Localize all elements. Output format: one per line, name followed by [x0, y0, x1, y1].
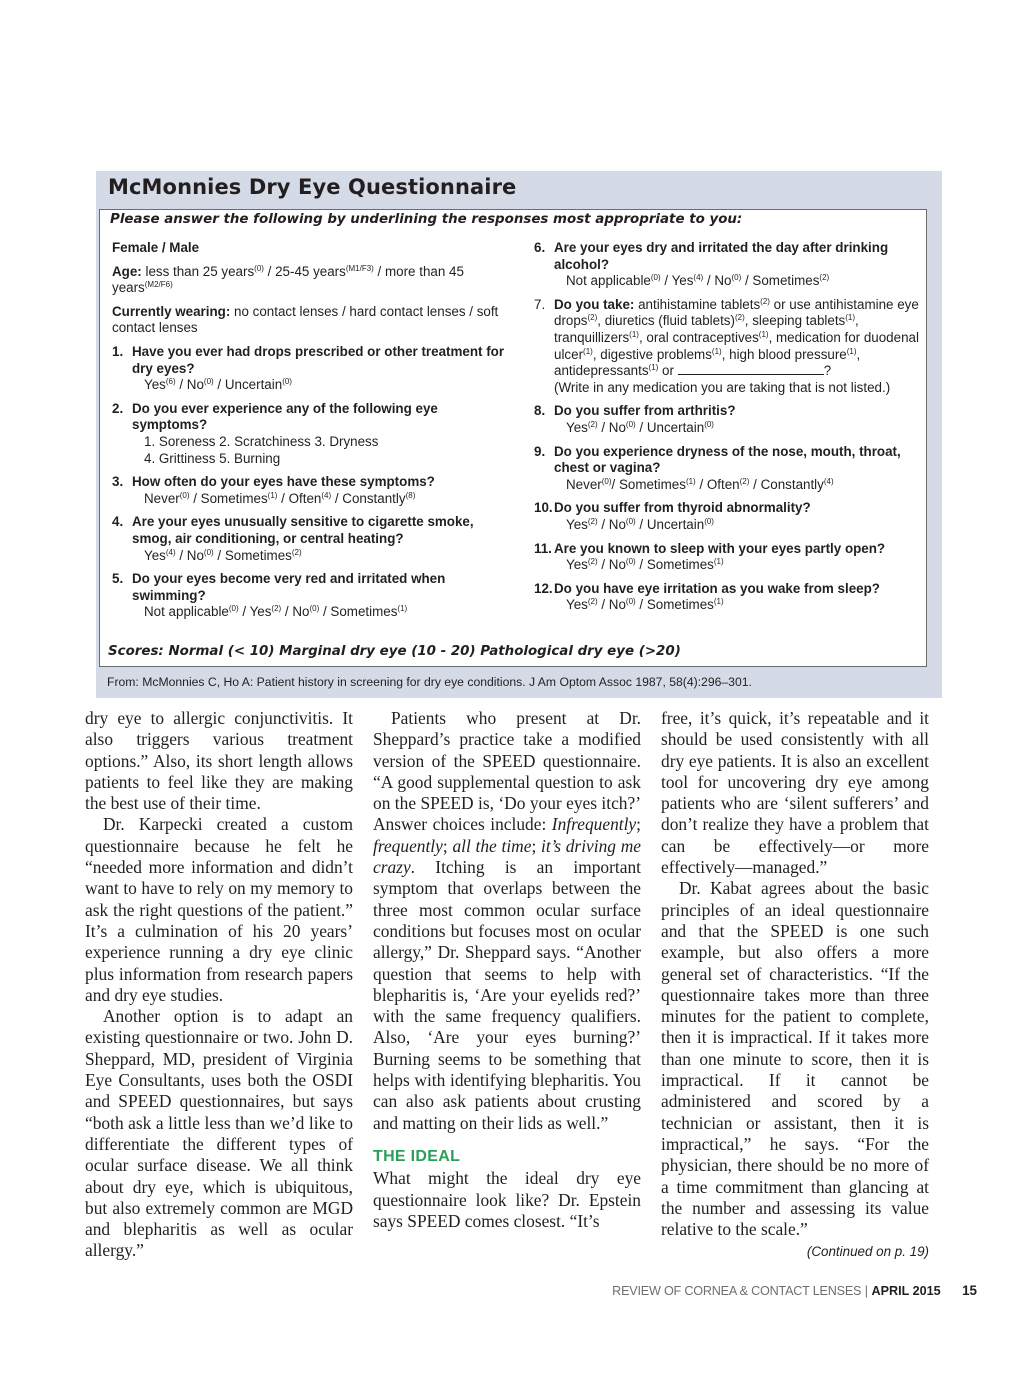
questionnaire-scores: Scores: Normal (< 10) Marginal dry eye (10 - 20) Pathological dry eye (>20) — [108, 644, 681, 659]
issue-date: APRIL 2015 — [871, 1284, 941, 1298]
paragraph: Another option is to adapt an existing questionnaire or two. John D. Sheppard, MD, president of Virginia Eye Consultants, uses both the OSDI and SPEED questionnaires, but says “both ask a little less than we’d like to differentiate the different types of ocular surface disease. We all think about dry eye, which is ubiquitous, but also extremely common are MGD and blepharitis as well as ocular allergy.” — [85, 1006, 353, 1261]
question-age: Age: less than 25 years$^{(0)}$ / 25-45 years$^{(M1/F3)}$ / more than 45 years$^{(M2/F6)}$ — [112, 263, 464, 296]
paragraph: What might the ideal dry eye questionnaire look like? Dr. Epstein says SPEED comes closest. “It’s — [373, 1168, 641, 1231]
question-4: 4. Are your eyes unusually sensitive to cigarette smoke, smog, air conditioning, or central heating? Yes$^{(4)}$ / No$^{(0)}$ / Sometimes$^{(2)}$ — [112, 514, 474, 563]
question-7: 7. Do you take: antihistamine tablets$^{(2)}$ or use antihistamine eye drops$^{(2)}$, diuretics (fluid tablets)$^{(2)}$, sleeping tablets$^{(1)}$, tranquillizers$^{(1)}$, oral contraceptives$^{(1)}$, medication for duodenal ulcer$^{(1)}$, digestive problems$^{(1)}$, high blood pressure$^{(1)}$, antidepressants$^{(1)}$ or ? (Write in any medication you are taking that is not listed.) — [534, 296, 919, 395]
questionnaire-right-column — [534, 240, 926, 621]
article-column-1 — [85, 708, 353, 1262]
section-heading: THE IDEAL — [373, 1147, 461, 1165]
questionnaire-instruction: Please answer the following by underlining the responses most appropriate to you: — [110, 212, 743, 227]
questionnaire-left-column — [112, 240, 512, 628]
page-number: 15 — [962, 1283, 977, 1298]
footer-separator: | — [864, 1284, 869, 1298]
article-column-3 — [661, 708, 929, 1240]
question-10: 10. Do you suffer from thyroid abnormality? Yes$^{(2)}$ / No$^{(0)}$ / Uncertain$^{(0)}$ — [534, 500, 811, 532]
paragraph: Dr. Kabat agrees about the basic principles of an ideal questionnaire and that the SPEED is one such example, but also offers a more general set of characteristics. “If the questionnaire takes more than three minutes for the patient to complete, then it is impractical. If it takes more than one minute to score, then it is impractical. If it cannot be administered and scored by a technician or assistant, then it is impractical,” he says. “For the physician, there should be no more of a time commitment than glancing at the number and assessing its value relative to the scale.” — [661, 878, 929, 1240]
paragraph: free, it’s quick, it’s repeatable and it should be used consistently with all dry eye patients. It is also an excellent tool for uncovering dry eye among patients who are ‘silent sufferers’ and don’t realize they have a problem that can be effectively—or more effectively—managed.” — [661, 708, 929, 878]
page-footer — [612, 1283, 977, 1298]
paragraph: dry eye to allergic conjunctivitis. It also triggers various treatment options.” Also, its short length allows patients to feel like they are making the best use of their time. — [85, 708, 353, 814]
question-currently-wearing: Currently wearing: no contact lenses / hard contact lenses / soft contact lenses — [112, 303, 499, 336]
question-11: 11. Are you known to sleep with your eyes partly open? Yes$^{(2)}$ / No$^{(0)}$ / Sometimes$^{(1)}$ — [534, 540, 886, 573]
question-1: 1. Have you ever had drops prescribed or other treatment for dry eyes? Yes$^{(6)}$ / No$^{(0)}$ / Uncertain$^{(0)}$ — [112, 343, 505, 393]
questionnaire-form — [99, 209, 927, 667]
question-9: 9. Do you experience dryness of the nose, mouth, throat, chest or vagina? Never$^{(0)}$/ Sometimes$^{(1)}$ / Often$^{(2)}$ / Constantly$^{(4)}$ — [534, 443, 901, 492]
article-column-2 — [373, 708, 641, 1232]
questionnaire-box — [96, 171, 942, 698]
questionnaire-title: McMonnies Dry Eye Questionnaire — [108, 175, 517, 199]
paragraph: Dr. Karpecki created a custom questionnaire because he felt he “needed more information and didn’t want to have to rely on my memory to ask the right questions of the patient.” It’s a culmination of his 20 years’ experience running a dry eye clinic plus information from research papers and dry eye studies. — [85, 814, 353, 1005]
question-3: 3. How often do your eyes have these symptoms? Never$^{(0)}$ / Sometimes$^{(1)}$ / Often$^{(4)}$ / Constantly$^{(8)}$ — [112, 474, 435, 506]
question-gender: Female / Male — [112, 240, 200, 255]
questionnaire-source: From: McMonnies C, Ho A: Patient history in screening for dry eye conditions. J Am Optom Assoc 1987, 58(4):296–301. — [107, 675, 752, 689]
question-2: 2. Do you ever experience any of the following eye symptoms? 1. Soreness 2. Scratchiness 3. Dryness 4. Grittiness 5. Burning — [112, 400, 438, 466]
continued-note: (Continued on p. 19) — [806, 1244, 929, 1259]
question-6: 6. Are your eyes dry and irritated the day after drinking alcohol? Not applicable$^{(0)}$ / Yes$^{(4)}$ / No$^{(0)}$ / Sometimes$^{(2)}$ — [534, 240, 889, 289]
paragraph: Patients who present at Dr. Sheppard’s practice take a modified version of the SPEED questionnaire. “A good supplemental question to ask on the SPEED is, ‘Do your eyes itch?’ Answer choices include: Infrequently; frequently; all the time; it’s driving me crazy. Itching is an important symptom that overlaps between the three most common ocular surface conditions but focuses most on ocular allergy,” Dr. Sheppard says. “Another question that seems to help with blepharitis is, ‘Are your eyelids red?’ with the same frequency qualifiers. Also, ‘Are your eyes burning?’ Burning seems to be something that helps with identifying blepharitis. You can also ask patients about crusting and matting on their lids as well.” — [373, 708, 641, 1133]
question-8: 8. Do you suffer from arthritis? Yes$^{(2)}$ / No$^{(0)}$ / Uncertain$^{(0)}$ — [534, 403, 736, 435]
question-12: 12. Do you have eye irritation as you wake from sleep? Yes$^{(2)}$ / No$^{(0)}$ / Sometimes$^{(1)}$ — [534, 580, 880, 613]
question-5: 5. Do your eyes become very red and irritated when swimming? Not applicable$^{(0)}$ / Yes$^{(2)}$ / No$^{(0)}$ / Sometimes$^{(1)}$ — [112, 571, 446, 620]
publication-name: REVIEW OF CORNEA & CONTACT LENSES — [612, 1284, 862, 1298]
